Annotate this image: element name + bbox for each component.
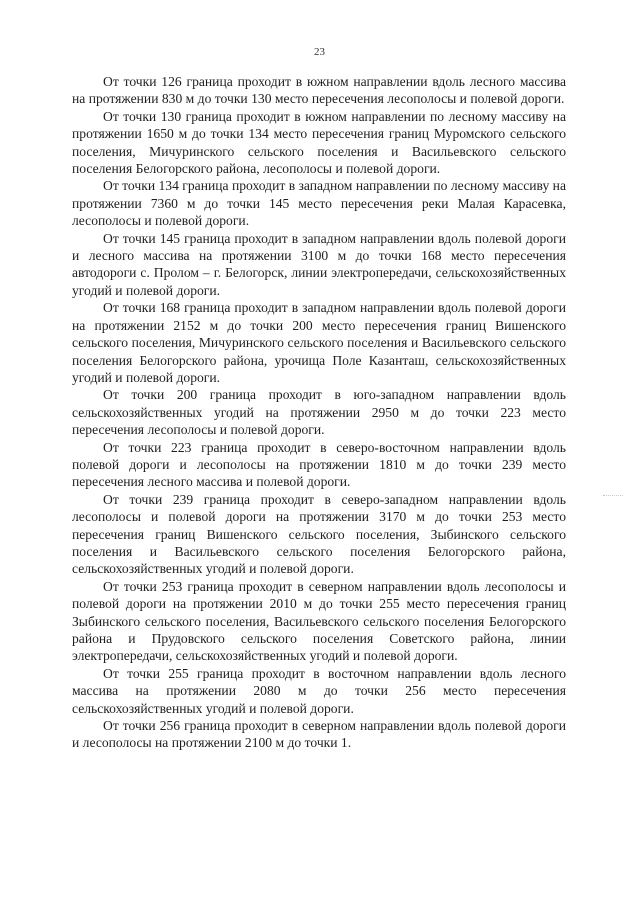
- paragraph-point-200: От точки 200 граница проходит в юго-западном направлении вдоль сельскохозяйственных угодий на протяжении 2950 м до точки 223 место пересечения лесополосы и полевой дороги.: [72, 387, 566, 438]
- paragraph-point-130: От точки 130 граница проходит в южном направлении по лесному массиву на протяжении 1650 м до точки 134 место пересечения границ Муромского сельского поселения, Мичуринского сельского поселения и Васильевского сельского поселения Белогорского района, лесополосы и полевой дороги.: [72, 108, 566, 177]
- scan-artifact: [603, 495, 623, 497]
- paragraph-point-134: От точки 134 граница проходит в западном направлении по лесному массиву на протяжении 7360 м до точки 145 место пересечения реки Малая Карасевка, лесополосы и полевой дороги.: [72, 178, 566, 229]
- paragraph-point-145: От точки 145 граница проходит в западном направлении вдоль полевой дороги и лесного массива на протяжении 3100 м до точки 168 место пересечения автодороги с. Пролом – г. Белогорск, линии электропередачи, сельскохозяйственных угодий и полевой дороги.: [72, 230, 566, 298]
- paragraph-point-223: От точки 223 граница проходит в северо-восточном направлении вдоль полевой дороги и лесополосы на протяжении 1810 м до точки 239 место пересечения лесного массива и полевой дороги.: [72, 439, 566, 490]
- paragraph-point-253: От точки 253 граница проходит в северном направлении вдоль лесополосы и полевой дороги на протяжении 2010 м до точки 255 место пересечения границ Зыбинского сельского поселения, Васильевского сельского поселения Белогорского района и Прудовского сельского поселения Советского района, линии электропередачи, сельскохозяйственных угодий и полевой дороги.: [72, 578, 566, 664]
- paragraph-point-239: От точки 239 граница проходит в северо-западном направлении вдоль лесополосы и полевой дороги на протяжении 3170 м до точки 253 место пересечения границ Вишенского сельского поселения, Зыбинского сельского поселения и Васильевского сельского поселения Белогорского района, сельскохозяйственных угодий и полевой дороги.: [72, 491, 566, 577]
- paragraph-point-168: От точки 168 граница проходит в западном направлении вдоль полевой дороги на протяжении 2152 м до точки 200 место пересечения границ Вишенского сельского поселения, Мичуринского сельского поселения и Васильевского сельского поселения Белогорского района, урочища Поле Казанташ, сельскохозяйственных угодий и полевой дороги.: [72, 300, 566, 385]
- page-number: 23: [314, 46, 325, 58]
- document-body: [72, 73, 566, 752]
- paragraph-point-256: От точки 256 граница проходит в северном направлении вдоль полевой дороги и лесополосы на протяжении 2100 м до точки 1.: [72, 718, 566, 751]
- paragraph-point-126: От точки 126 граница проходит в южном направлении вдоль лесного массива на протяжении 830 м до точки 130 место пересечения лесополосы и полевой дороги.: [72, 74, 566, 107]
- paragraph-point-255: От точки 255 граница проходит в восточном направлении вдоль лесного массива на протяжении 2080 м до точки 256 место пересечения сельскохозяйственных угодий и полевой дороги.: [72, 665, 566, 716]
